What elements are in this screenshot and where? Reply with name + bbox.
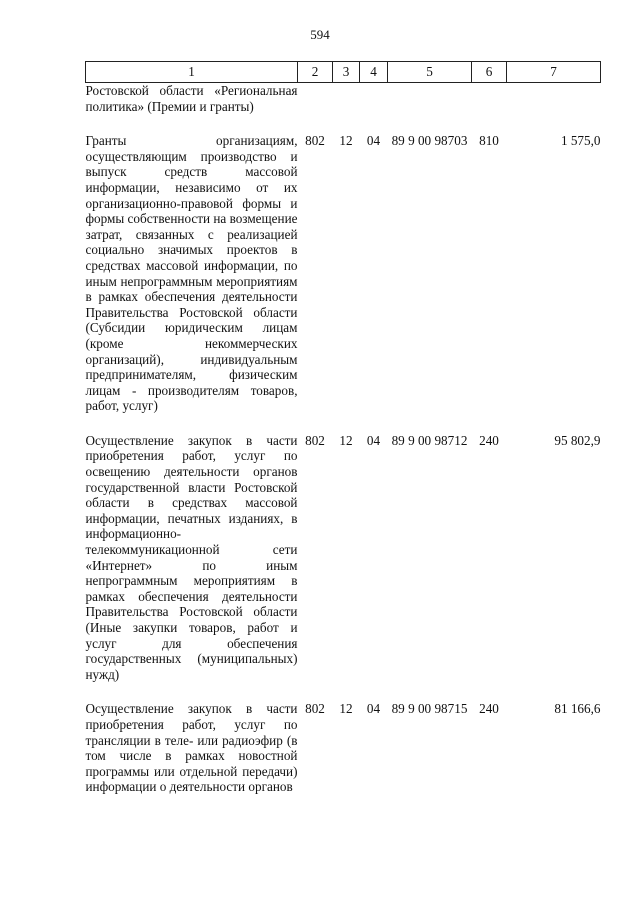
column-header: 1 — [86, 62, 298, 83]
row-target-article — [388, 83, 472, 134]
row-target-article: 89 9 00 98715 — [391, 701, 468, 717]
row-expense-type: 810 — [479, 133, 499, 149]
row-expense-type: 240 — [479, 701, 499, 717]
column-header: 3 — [333, 62, 360, 83]
row-ministry-code: 802 — [305, 701, 325, 717]
column-header: 6 — [472, 62, 507, 83]
row-amount: 81 166,6 — [554, 701, 601, 717]
column-header: 5 — [388, 62, 472, 83]
row-section-code: 12 — [339, 133, 353, 149]
row-section-code — [333, 83, 360, 134]
row-amount: 95 802,9 — [554, 432, 601, 448]
table-row — [86, 433, 601, 702]
table-row — [86, 701, 601, 814]
page-number: 594 — [310, 27, 330, 42]
row-subsection-code: 04 — [366, 432, 381, 448]
row-target-article: 89 9 00 98703 — [391, 133, 468, 149]
row-subsection-code: 04 — [366, 133, 381, 149]
row-description: Осуществление закупок в части приобретения работ, услуг по освещению деятельности органов государственной власти Ростовской области в средствах массовой информации, печатных изданиях, в информационно-телекоммуникационной сети «Интернет» по иным непрограммным мероприятиям в рамках обеспечения деятельности Правительства Ростовской области (Иные закупки товаров, работ и услуг для обеспечения государственных (муниципальных) нужд) — [85, 432, 298, 682]
row-description: Ростовской области «Региональная политика» (Премии и гранты) — [85, 83, 298, 114]
table-row — [86, 133, 601, 433]
row-expense-type: 240 — [479, 432, 499, 448]
row-amount: 1 575,0 — [560, 133, 601, 149]
row-description: Осуществление закупок в части приобретения работ, услуг по трансляции в теле- или радиоэфир (в том числе в рамках новостной программы или отдельной передачи) информации о деятельности органов — [85, 701, 298, 795]
row-description: Гранты организациям, осуществляющим производство и выпуск средств массовой информации, независимо от их организационно-правовой формы и формы собственности на возмещение затрат, связанных с реализацией социально значимых проектов в средствах массовой информации, по иным непрограммным мероприятиям в рамках обеспечения деятельности Правительства Ростовской области (Субсидии юридическим лицам (кроме некоммерческих организаций), индивидуальным предпринимателям, физическим лицам - производителям товаров, работ, услуг) — [85, 133, 298, 414]
row-ministry-code: 802 — [305, 133, 325, 149]
row-section-code: 12 — [339, 701, 353, 717]
table-header-row — [86, 62, 601, 83]
row-ministry-code — [298, 83, 333, 134]
row-section-code: 12 — [339, 432, 353, 448]
row-expense-type — [472, 83, 507, 134]
row-subsection-code — [360, 83, 388, 134]
row-ministry-code: 802 — [305, 432, 325, 448]
column-header: 4 — [360, 62, 388, 83]
row-amount — [507, 83, 601, 134]
budget-table — [85, 61, 601, 814]
row-target-article: 89 9 00 98712 — [391, 432, 468, 448]
column-header: 7 — [507, 62, 601, 83]
table-row — [86, 83, 601, 134]
column-header: 2 — [298, 62, 333, 83]
row-subsection-code: 04 — [366, 701, 381, 717]
